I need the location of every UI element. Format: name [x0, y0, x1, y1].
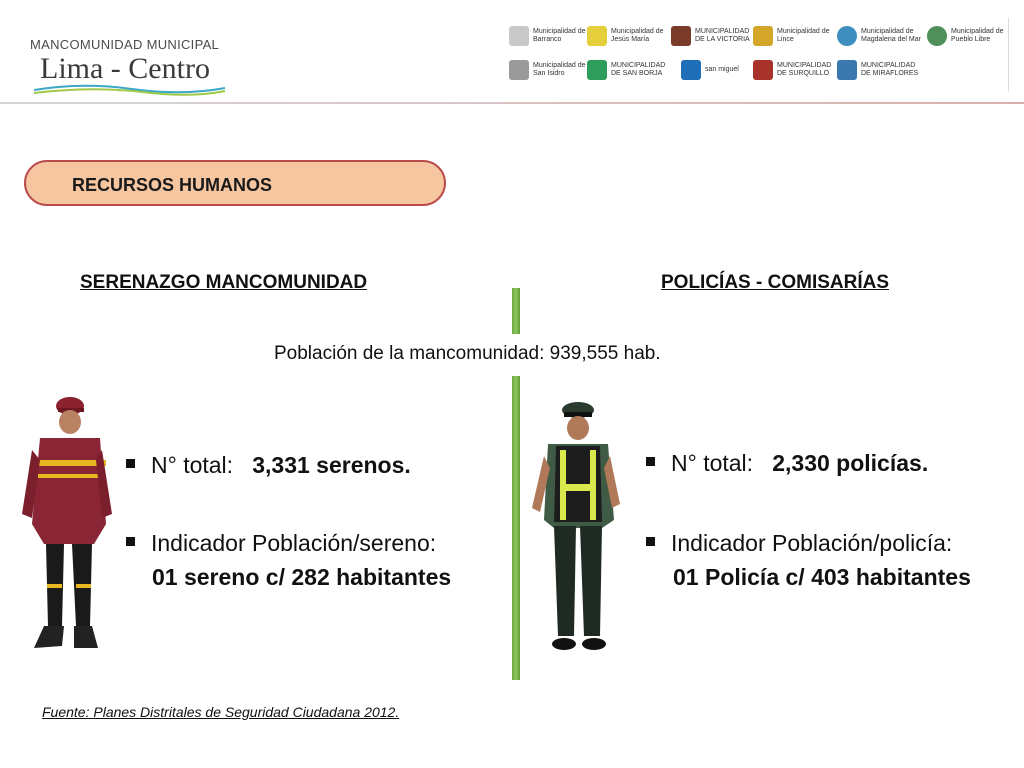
muni-label: Municipalidad de Lince [777, 28, 830, 43]
center-divider-top [512, 288, 520, 334]
muni-surquillo [753, 60, 837, 80]
left-indicator-bullet [126, 530, 436, 557]
population-text: Población de la mancomunidad: 939,555 hab. [274, 343, 661, 364]
muni-la-victoria [671, 26, 755, 46]
right-total-value: 2,330 policías. [772, 450, 929, 476]
section-title: RECURSOS HUMANOS [72, 175, 273, 195]
san-borja-crest-icon [587, 60, 607, 80]
muni-pueblo-libre [927, 26, 1011, 46]
pueblo-libre-crest-icon [927, 26, 947, 46]
lince-crest-icon [753, 26, 773, 46]
muni-label: san miguel [705, 66, 739, 73]
muni-magdalena [837, 26, 921, 46]
municipalities-panel [497, 18, 1009, 92]
header-divider-line [0, 102, 1024, 104]
left-indicator-value: 01 sereno c/ 282 habitantes [152, 564, 452, 590]
policia-photo [524, 400, 624, 658]
magdalena-crest-icon [837, 26, 857, 46]
la-victoria-crest-icon [671, 26, 691, 46]
surquillo-crest-icon [753, 60, 773, 80]
source-note: Fuente: Planes Distritales de Seguridad Ciudadana 2012. [42, 704, 400, 720]
sereno-photo [14, 394, 114, 660]
right-total-bullet [646, 450, 928, 477]
right-indicator-label: Indicador Población/policía: [671, 530, 953, 556]
right-heading: POLICÍAS - COMISARÍAS [661, 272, 890, 293]
mancomunidad-logo [22, 12, 232, 98]
muni-barranco [509, 26, 593, 46]
muni-label: Municipalidad de Pueblo Libre [951, 28, 1004, 43]
muni-jesus-maria [587, 26, 671, 46]
right-total-label: N° total: [671, 450, 754, 476]
muni-label: MUNICIPALIDAD DE SAN BORJA [611, 62, 666, 77]
muni-lince [753, 26, 837, 46]
muni-san-isidro [509, 60, 593, 80]
jesus-maria-crest-icon [587, 26, 607, 46]
bullet-square-icon [646, 457, 655, 466]
header [0, 0, 1024, 104]
logo-bottom-text: Lima - Centro [40, 52, 210, 85]
right-indicator-value: 01 Policía c/ 403 habitantes [673, 564, 971, 590]
muni-label: Municipalidad de Jesús María [611, 28, 664, 43]
right-indicator-bullet [646, 530, 952, 557]
logo-swoosh-icon [32, 82, 227, 96]
logo-top-text: MANCOMUNIDAD MUNICIPAL [30, 37, 220, 52]
muni-label: MUNICIPALIDAD DE MIRAFLORES [861, 62, 919, 77]
muni-label: Municipalidad de Barranco [533, 28, 586, 43]
san-isidro-crest-icon [509, 60, 529, 80]
left-total-value: 3,331 serenos. [252, 452, 411, 478]
center-divider-bottom [512, 376, 520, 680]
muni-label: Municipalidad de San Isidro [533, 62, 586, 77]
miraflores-crest-icon [837, 60, 857, 80]
section-title-pill [24, 160, 446, 206]
left-total-bullet [126, 452, 411, 479]
muni-miraflores [837, 60, 921, 80]
left-heading: SERENAZGO MANCOMUNIDAD [80, 272, 368, 293]
bullet-square-icon [126, 459, 135, 468]
barranco-crest-icon [509, 26, 529, 46]
san-miguel-logo-icon [681, 60, 701, 80]
muni-san-borja [587, 60, 671, 80]
left-total-label: N° total: [151, 452, 234, 478]
muni-label: MUNICIPALIDAD DE LA VICTORIA [695, 28, 750, 43]
muni-label: Municipalidad de Magdalena del Mar [861, 28, 921, 43]
left-indicator-label: Indicador Población/sereno: [151, 530, 437, 556]
bullet-square-icon [126, 537, 135, 546]
bullet-square-icon [646, 537, 655, 546]
muni-label: MUNICIPALIDAD DE SURQUILLO [777, 62, 832, 77]
